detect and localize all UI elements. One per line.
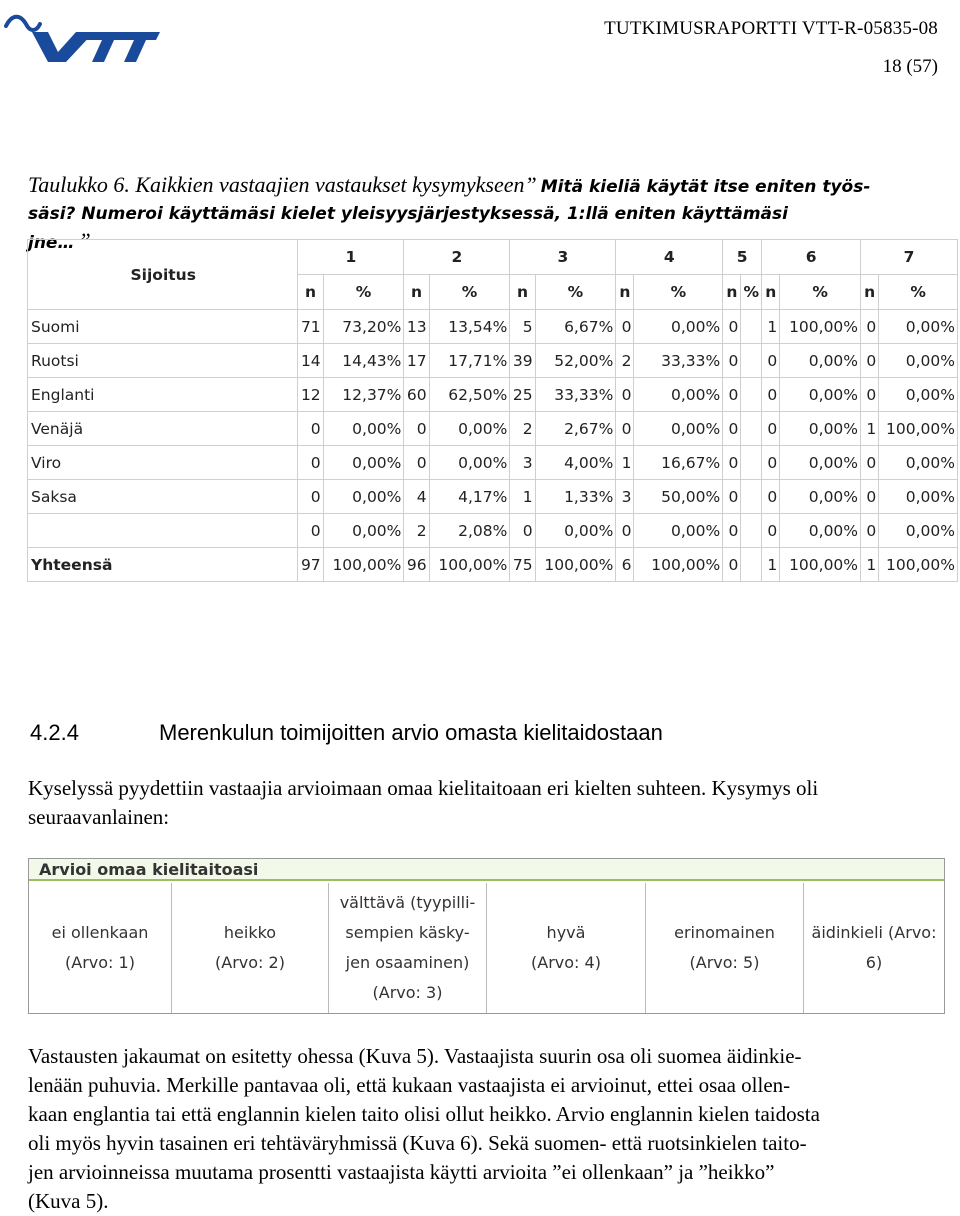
table-cell: 12	[298, 378, 323, 412]
table-cell: 100,00%	[780, 548, 861, 582]
table-cell: 62,50%	[429, 378, 510, 412]
table-cell	[741, 412, 762, 446]
sub-header: %	[634, 275, 723, 310]
table-cell: 2,67%	[535, 412, 616, 446]
table-row	[28, 412, 958, 446]
table-cell: 0	[723, 344, 741, 378]
sub-header: n	[616, 275, 634, 310]
report-id: TUTKIMUSRAPORTTI VTT-R-05835-08	[604, 18, 938, 39]
table-cell: 0	[861, 480, 879, 514]
table-cell: 50,00%	[634, 480, 723, 514]
table-cell: 73,20%	[323, 310, 404, 344]
intro-paragraph: Kyselyssä pyydettiin vastaajia arvioimaan omaa kielitaitoaan eri kielten suhteen. Kysymys oli seuraavanlainen:	[28, 776, 819, 829]
page-number: 18 (57)	[882, 56, 938, 77]
row-label: Englanti	[28, 378, 298, 412]
rating-option-6[interactable]	[804, 883, 944, 1013]
table-cell: 39	[510, 344, 535, 378]
table-cell: 0	[298, 480, 323, 514]
option-line: (Arvo: 5)	[689, 953, 760, 972]
row-label: Ruotsi	[28, 344, 298, 378]
table-cell: 0	[404, 446, 429, 480]
table-cell: 0	[762, 412, 780, 446]
table-cell: 0	[723, 514, 741, 548]
table-cell: 0,00%	[323, 480, 404, 514]
table-cell: 1	[762, 548, 780, 582]
table-cell: 100,00%	[879, 412, 958, 446]
table-cell: 0,00%	[634, 412, 723, 446]
option-line: (Arvo: 3)	[372, 983, 443, 1002]
table-cell: 0	[762, 480, 780, 514]
table-cell: 2	[510, 412, 535, 446]
table-cell: 0	[616, 310, 634, 344]
table-cell	[741, 310, 762, 344]
table-cell: 96	[404, 548, 429, 582]
vtt-logo	[4, 6, 160, 62]
table-cell: 100,00%	[634, 548, 723, 582]
option-line: erinomainen	[674, 923, 775, 942]
row-label	[28, 514, 298, 548]
table-cell: 2,08%	[429, 514, 510, 548]
rank-header: 7	[861, 240, 958, 275]
table-cell: 3	[616, 480, 634, 514]
table-cell: 0,00%	[879, 514, 958, 548]
table-cell: 3	[510, 446, 535, 480]
sub-header: n	[404, 275, 429, 310]
table-cell: 1	[510, 480, 535, 514]
option-line: ei ollenkaan	[51, 923, 149, 942]
table-cell: 0,00%	[780, 378, 861, 412]
table-cell	[741, 480, 762, 514]
sub-header: %	[741, 275, 762, 310]
table-cell: 71	[298, 310, 323, 344]
table-row	[28, 480, 958, 514]
table-cell: 0,00%	[879, 378, 958, 412]
rating-option-2[interactable]	[172, 883, 329, 1013]
section-title: Merenkulun toimijoitten arvio omasta kielitaidostaan	[159, 720, 663, 745]
table-cell: 33,33%	[634, 344, 723, 378]
option-line: jen osaaminen)	[345, 953, 470, 972]
table-cell: 1,33%	[535, 480, 616, 514]
table-cell: 100,00%	[780, 310, 861, 344]
rank-header: 6	[762, 240, 861, 275]
paragraph-line: Vastausten jakaumat on esitetty ohessa (Kuva 5). Vastaajista suurin osa oli suomea äidinkie-	[28, 1044, 802, 1068]
table-cell: 0,00%	[780, 514, 861, 548]
table-cell: 13	[404, 310, 429, 344]
table-cell: 97	[298, 548, 323, 582]
table-cell: 0	[723, 480, 741, 514]
sub-header: %	[429, 275, 510, 310]
table-cell	[741, 344, 762, 378]
table-cell: 0,00%	[780, 344, 861, 378]
paragraph-line: (Kuva 5).	[28, 1189, 109, 1213]
paragraph-line: oli myös hyvin tasainen eri tehtäväryhmissä (Kuva 6). Sekä suomen- että ruotsinkielen taito-	[28, 1131, 807, 1155]
sub-header: n	[861, 275, 879, 310]
rating-option-5[interactable]	[646, 883, 804, 1013]
table-cell: 0	[723, 378, 741, 412]
table-cell: 25	[510, 378, 535, 412]
table-cell	[741, 378, 762, 412]
table-cell: 0	[723, 446, 741, 480]
table-cell: 100,00%	[429, 548, 510, 582]
rank-header: 5	[723, 240, 762, 275]
sub-header: n	[723, 275, 741, 310]
results-paragraph	[28, 1042, 938, 1216]
rating-option-1[interactable]	[29, 883, 172, 1013]
rating-option-4[interactable]	[487, 883, 646, 1013]
table-cell: 2	[404, 514, 429, 548]
table-cell: 0	[510, 514, 535, 548]
table-cell: 17	[404, 344, 429, 378]
table-cell: 0,00%	[879, 310, 958, 344]
row-header: Sijoitus	[28, 240, 298, 310]
caption-question-2: säsi? Numeroi käyttämäsi kielet yleisyysjärjestyksessä, 1:llä eniten käyttämäsi	[28, 204, 788, 224]
sub-header: %	[323, 275, 404, 310]
table-cell: 0	[861, 310, 879, 344]
option-line: sempien käsky-	[345, 923, 470, 942]
table-cell: 33,33%	[535, 378, 616, 412]
rank-header: 2	[404, 240, 510, 275]
table-cell	[741, 548, 762, 582]
paragraph-line: kaan englantia tai että englannin kielen taito olisi ollut heikko. Arvio englannin kielen taidosta	[28, 1102, 820, 1126]
table-cell: 0	[723, 412, 741, 446]
table-cell: 0	[298, 514, 323, 548]
table-cell: 0	[861, 446, 879, 480]
sub-header: n	[762, 275, 780, 310]
table-cell: 0	[298, 412, 323, 446]
rating-option-3[interactable]	[329, 883, 487, 1013]
table-cell: 0,00%	[879, 446, 958, 480]
table-cell: 0	[762, 446, 780, 480]
table-cell: 0	[762, 514, 780, 548]
table-row	[28, 514, 958, 548]
table-cell: 1	[616, 446, 634, 480]
option-line: hyvä	[546, 923, 586, 942]
table-cell: 0	[298, 446, 323, 480]
table-cell: 13,54%	[429, 310, 510, 344]
option-line: äidinkieli (Arvo:	[811, 923, 937, 942]
table-cell: 4	[404, 480, 429, 514]
table-cell: 1	[861, 548, 879, 582]
table-cell: 1	[762, 310, 780, 344]
table-cell: 2	[616, 344, 634, 378]
table-cell: 6	[616, 548, 634, 582]
table-cell: 0,00%	[429, 412, 510, 446]
table-cell: 0,00%	[780, 446, 861, 480]
option-line: (Arvo: 2)	[215, 953, 285, 972]
table-cell: 0	[861, 378, 879, 412]
table-row	[28, 446, 958, 480]
table-cell: 0,00%	[879, 480, 958, 514]
table-cell: 0	[762, 378, 780, 412]
table-cell: 60	[404, 378, 429, 412]
row-label: Venäjä	[28, 412, 298, 446]
table-cell: 17,71%	[429, 344, 510, 378]
table-cell: 0,00%	[323, 412, 404, 446]
table-cell: 14,43%	[323, 344, 404, 378]
paragraph-line: jen arvioinneissa muutama prosentti vastaajista käytti arvioita ”ei ollenkaan” ja ”heikko”	[28, 1160, 775, 1184]
rating-scale	[28, 858, 945, 1014]
table-cell: 100,00%	[323, 548, 404, 582]
table-cell: 0,00%	[323, 446, 404, 480]
option-line: 6)	[865, 953, 883, 972]
row-label: Yhteensä	[28, 548, 298, 582]
caption-label: Taulukko 6. Kaikkien vastaajien vastaukset kysymykseen”	[28, 172, 537, 197]
table-cell: 0,00%	[879, 344, 958, 378]
table-cell	[741, 514, 762, 548]
table-cell: 0,00%	[429, 446, 510, 480]
option-line: heikko	[223, 923, 277, 942]
results-table	[27, 239, 958, 582]
rating-title: Arvioi omaa kielitaitoasi	[29, 859, 944, 881]
table-cell: 0	[616, 412, 634, 446]
table-cell: 0,00%	[780, 480, 861, 514]
table-cell: 4,00%	[535, 446, 616, 480]
rank-header: 1	[298, 240, 404, 275]
table-cell: 75	[510, 548, 535, 582]
paragraph-line: lenään puhuvia. Merkille pantavaa oli, että kukaan vastaajista ei arvioinut, ettei osaa ollen-	[28, 1073, 791, 1097]
table-row	[28, 344, 958, 378]
sub-header: %	[780, 275, 861, 310]
rank-header: 4	[616, 240, 723, 275]
sub-header: %	[879, 275, 958, 310]
caption-question-end: jne…	[28, 233, 75, 253]
table-cell: 0	[616, 378, 634, 412]
table-cell: 0	[404, 412, 429, 446]
option-line: (Arvo: 1)	[65, 953, 135, 972]
table-cell: 100,00%	[535, 548, 616, 582]
section-number: 4.2.4	[30, 720, 79, 745]
table-cell: 1	[861, 412, 879, 446]
table-cell: 0,00%	[535, 514, 616, 548]
table-cell: 0	[723, 310, 741, 344]
table-cell: 0,00%	[634, 514, 723, 548]
caption-close-quote: ”	[78, 228, 91, 253]
row-label: Viro	[28, 446, 298, 480]
table-cell	[741, 446, 762, 480]
table-row	[28, 378, 958, 412]
table-cell: 0,00%	[323, 514, 404, 548]
caption-question-1: Mitä kieliä käytät itse eniten työs-	[540, 177, 871, 197]
option-line: välttävä (tyypilli-	[339, 893, 476, 912]
table-cell: 0	[861, 344, 879, 378]
table-cell: 0	[616, 514, 634, 548]
sub-header: n	[298, 275, 323, 310]
table-row	[28, 548, 958, 582]
table-cell: 0,00%	[634, 310, 723, 344]
table-cell: 0	[762, 344, 780, 378]
row-label: Saksa	[28, 480, 298, 514]
table-cell: 0	[861, 514, 879, 548]
table-row	[28, 310, 958, 344]
table-cell: 100,00%	[879, 548, 958, 582]
sub-header: %	[535, 275, 616, 310]
table-cell: 52,00%	[535, 344, 616, 378]
option-line: (Arvo: 4)	[531, 953, 601, 972]
table-cell: 16,67%	[634, 446, 723, 480]
table-cell: 4,17%	[429, 480, 510, 514]
table-cell: 5	[510, 310, 535, 344]
table-cell: 0,00%	[780, 412, 861, 446]
row-label: Suomi	[28, 310, 298, 344]
table-cell: 0,00%	[634, 378, 723, 412]
rank-header: 3	[510, 240, 616, 275]
table-cell: 12,37%	[323, 378, 404, 412]
table-cell: 0	[723, 548, 741, 582]
table-cell: 14	[298, 344, 323, 378]
sub-header: n	[510, 275, 535, 310]
table-cell: 6,67%	[535, 310, 616, 344]
